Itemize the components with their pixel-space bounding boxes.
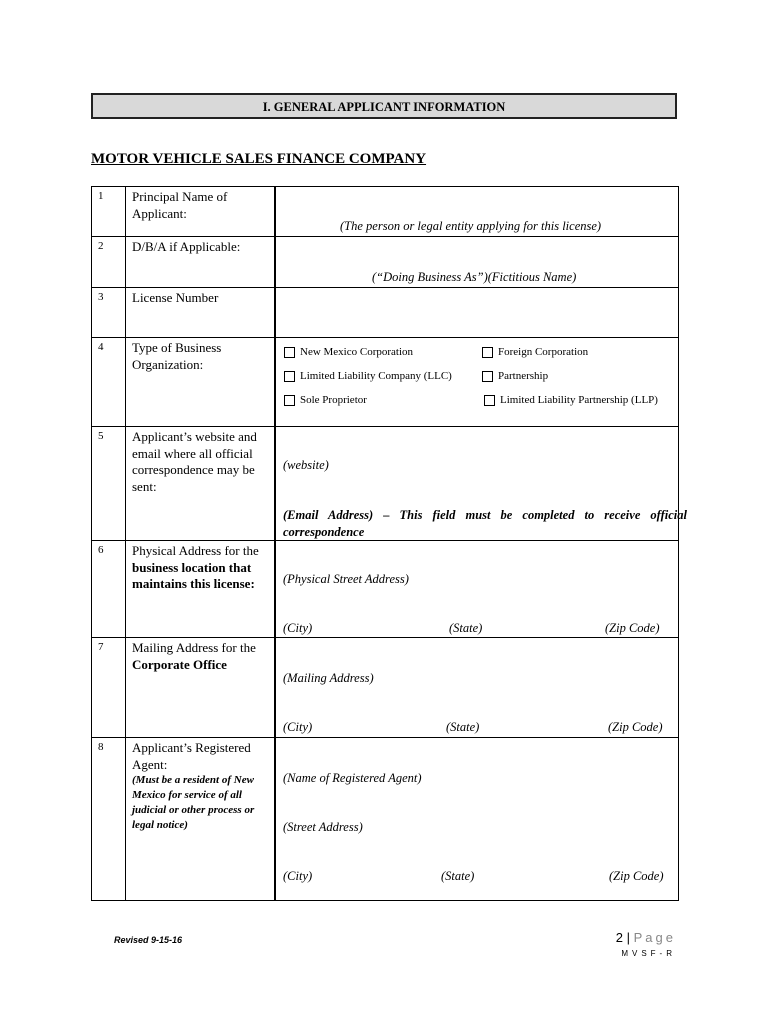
city-hint: (City): [283, 621, 313, 635]
option-llc[interactable]: [284, 370, 452, 382]
form-title: MOTOR VEHICLE SALES FINANCE COMPANY: [91, 151, 427, 167]
checkbox-icon: [284, 395, 295, 406]
row-registered-agent: [92, 738, 679, 901]
checkbox-icon: [482, 347, 493, 358]
row-number: 7: [92, 638, 126, 738]
physical-address-field[interactable]: [275, 541, 679, 638]
row-license-number: [92, 288, 679, 338]
email-hint: (Email Address) – This field must be completed to receive official correspondence: [283, 508, 687, 539]
license-number-field[interactable]: [275, 288, 679, 338]
page-number: [616, 930, 676, 945]
revision-date: Revised 9-15-16: [114, 935, 183, 945]
option-llp[interactable]: [484, 394, 658, 406]
website-hint: (website): [283, 458, 329, 472]
state-hint: (State): [449, 621, 483, 635]
label-bold-text: business location that maintains this license:: [132, 559, 255, 591]
registered-agent-field[interactable]: [275, 738, 679, 901]
label-text: Applicant’s Registered Agent:: [132, 740, 251, 772]
zip-hint: (Zip Code): [608, 720, 663, 734]
zip-hint: (Zip Code): [609, 869, 664, 883]
business-type-options: [275, 338, 679, 427]
label-bold-text: Corporate Office: [132, 656, 227, 672]
principal-name-hint: (The person or legal entity applying for this license): [340, 219, 602, 233]
label-text: Mailing Address for the: [132, 640, 256, 655]
checkbox-icon: [284, 347, 295, 358]
checkbox-icon: [284, 371, 295, 382]
label-text: Physical Address for the: [132, 543, 259, 558]
dba-hint: (“Doing Business As”)(Fictitious Name): [372, 270, 577, 284]
website-email-label: Applicant’s website and email where all official correspondence may be sent:: [126, 427, 276, 541]
agent-name-hint: (Name of Registered Agent): [283, 771, 422, 785]
mailing-street-hint: (Mailing Address): [283, 671, 374, 685]
principal-name-field[interactable]: [275, 187, 679, 237]
section-header: I. GENERAL APPLICANT INFORMATION: [91, 93, 677, 119]
row-dba: [92, 237, 679, 288]
business-type-label: Type of Business Organization:: [126, 338, 276, 427]
page-word: Page: [633, 930, 676, 945]
city-hint: (City): [283, 720, 313, 734]
row-number: 4: [92, 338, 126, 427]
row-business-type: [92, 338, 679, 427]
row-number: 1: [92, 187, 126, 237]
checkbox-icon: [482, 371, 493, 382]
principal-name-label: Principal Name of Applicant:: [126, 187, 276, 237]
option-foreign-corporation[interactable]: [482, 346, 588, 358]
option-partnership[interactable]: [482, 370, 548, 382]
option-label: Foreign Corporation: [498, 346, 589, 358]
option-label: Limited Liability Partnership (LLP): [500, 394, 658, 406]
row-number: 5: [92, 427, 126, 541]
street-hint: (Street Address): [283, 820, 363, 834]
physical-street-hint: (Physical Street Address): [283, 572, 409, 586]
option-sole-proprietor[interactable]: [284, 394, 367, 406]
row-mailing-address: [92, 638, 679, 738]
website-email-field[interactable]: [275, 427, 687, 541]
row-website-email: [92, 427, 679, 541]
row-principal-name: [92, 187, 679, 237]
checkbox-icon: [484, 395, 495, 406]
mailing-address-label: [126, 638, 276, 738]
city-hint: (City): [283, 869, 313, 883]
option-nm-corporation[interactable]: [284, 346, 413, 358]
state-hint: (State): [446, 720, 480, 734]
state-hint: (State): [441, 869, 475, 883]
option-label: Limited Liability Company (LLC): [300, 370, 452, 382]
option-label: Sole Proprietor: [300, 394, 367, 406]
application-form-table: [91, 186, 687, 901]
row-number: 3: [92, 288, 126, 338]
form-code: MVSF-R: [621, 949, 676, 958]
page-number-value: 2: [615, 930, 623, 945]
zip-hint: (Zip Code): [605, 621, 660, 635]
dba-label: D/B/A if Applicable:: [126, 237, 276, 288]
option-label: New Mexico Corporation: [300, 346, 414, 358]
label-note: (Must be a resident of New Mexico for service of all judicial or other process or legal notice): [132, 774, 255, 831]
option-label: Partnership: [498, 370, 549, 382]
row-number: 8: [92, 738, 126, 901]
physical-address-label: [126, 541, 276, 638]
row-physical-address: [92, 541, 679, 638]
row-number: 2: [92, 237, 126, 288]
row-number: 6: [92, 541, 126, 638]
mailing-address-field[interactable]: [275, 638, 679, 738]
registered-agent-label: [126, 738, 276, 901]
page-separator: |: [626, 930, 630, 945]
license-number-label: License Number: [126, 288, 276, 338]
dba-field[interactable]: [275, 237, 679, 288]
